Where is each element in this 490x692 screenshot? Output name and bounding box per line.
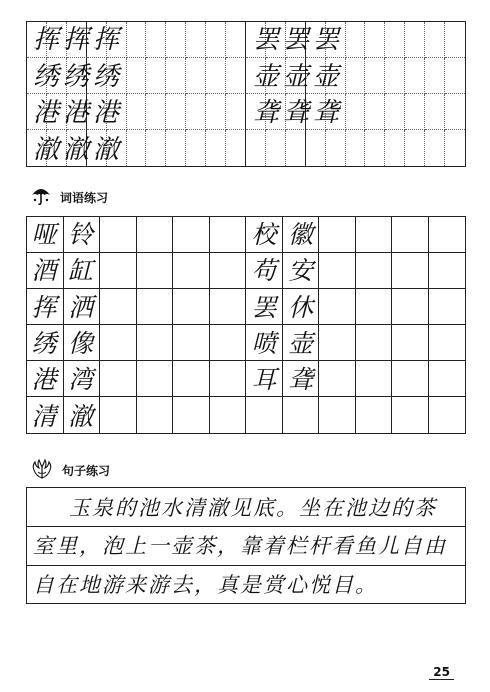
vocab-cell <box>173 361 210 397</box>
vocab-cell <box>210 325 247 361</box>
vocab-cell <box>137 397 174 433</box>
vocab-cell <box>173 217 210 253</box>
vocab-character: 安 <box>288 256 314 286</box>
vocab-cell <box>356 325 393 361</box>
practice-character: 澈 <box>92 134 119 165</box>
vocab-cell <box>319 361 356 397</box>
vocab-heading <box>30 186 108 209</box>
practice-cell <box>166 130 186 166</box>
vocab-character: 苟 <box>251 256 277 286</box>
vocab-character: 耳 <box>251 365 277 395</box>
practice-character: 绣 <box>92 61 119 92</box>
practice-character: 港 <box>62 98 89 128</box>
practice-character: 挥 <box>92 25 119 55</box>
practice-cell <box>365 58 385 94</box>
vocab-character: 港 <box>31 365 57 395</box>
practice-cell <box>127 94 147 130</box>
practice-cell <box>206 130 226 166</box>
practice-cell <box>226 22 246 58</box>
vocab-character: 铃 <box>68 220 94 249</box>
practice-character: 壶 <box>312 61 339 92</box>
vocab-cell <box>392 289 429 325</box>
practice-cell <box>146 130 166 166</box>
practice-cell <box>405 58 425 94</box>
vocab-cell <box>210 253 247 289</box>
vocab-cell <box>392 253 429 289</box>
umbrella-icon <box>30 186 52 209</box>
vocab-cell <box>210 397 247 433</box>
practice-character: 绣 <box>32 61 59 92</box>
practice-cell <box>226 94 246 130</box>
vocab-cell <box>173 253 210 289</box>
vocab-cell <box>100 289 137 325</box>
practice-cell <box>385 130 405 166</box>
practice-cell <box>405 130 425 166</box>
vocab-cell <box>137 217 174 253</box>
practice-cell <box>385 22 405 58</box>
vocab-character: 徽 <box>288 220 314 249</box>
practice-cell <box>226 58 246 94</box>
vocab-cell <box>137 289 174 325</box>
practice-cell <box>425 94 445 130</box>
vocab-cell <box>100 253 137 289</box>
practice-cell <box>405 22 425 58</box>
vocab-cell <box>429 253 466 289</box>
vocab-character: 挥 <box>31 292 57 322</box>
practice-character: 壶 <box>252 61 279 92</box>
practice-character: 罢 <box>252 25 279 55</box>
vocab-cell <box>392 217 429 253</box>
practice-cell <box>127 22 147 58</box>
vocab-cell <box>319 253 356 289</box>
vocab-character: 酒 <box>31 256 57 286</box>
practice-character: 挥 <box>62 25 89 55</box>
practice-cell <box>365 94 385 130</box>
vocab-character: 聋 <box>288 365 314 395</box>
vocab-cell <box>137 325 174 361</box>
vocab-character: 校 <box>251 220 277 249</box>
practice-cell <box>246 130 266 166</box>
vocab-character: 喷 <box>251 329 277 358</box>
practice-cell <box>127 58 147 94</box>
vocab-character: 洒 <box>68 292 94 322</box>
vocab-cell <box>356 397 393 433</box>
practice-cell <box>186 94 206 130</box>
vocab-character: 壶 <box>288 329 314 358</box>
practice-cell <box>146 94 166 130</box>
sentence-line-2: 室里，泡上一壶茶，靠着栏杆看鱼儿自由 <box>33 534 447 558</box>
practice-cell <box>425 58 445 94</box>
practice-character: 绣 <box>62 61 89 92</box>
sentence-heading-title: 句子练习 <box>62 464 111 478</box>
vocab-character: 哑 <box>31 220 57 249</box>
vocab-cell <box>100 325 137 361</box>
practice-cell <box>206 58 226 94</box>
vocab-cell <box>429 325 466 361</box>
practice-cell <box>146 22 166 58</box>
practice-cell <box>146 58 166 94</box>
practice-cell <box>365 22 385 58</box>
vocab-character: 清 <box>31 401 57 431</box>
practice-character: 聋 <box>282 98 309 128</box>
vocab-character: 澈 <box>68 401 94 431</box>
practice-character: 港 <box>32 98 59 128</box>
practice-cell <box>206 22 226 58</box>
practice-cell <box>346 22 366 58</box>
sentence-box <box>26 487 466 604</box>
ruled-line <box>27 526 465 527</box>
practice-cell <box>326 130 346 166</box>
practice-character: 聋 <box>312 98 339 128</box>
vocab-cell <box>429 217 466 253</box>
vocab-cell <box>137 253 174 289</box>
practice-character: 壶 <box>282 61 309 92</box>
vocab-cell <box>319 325 356 361</box>
practice-character: 聋 <box>252 98 279 128</box>
vocab-cell <box>100 361 137 397</box>
practice-cell <box>226 130 246 166</box>
vocab-cell <box>356 361 393 397</box>
practice-character: 港 <box>92 98 119 128</box>
ruled-line <box>27 565 465 566</box>
page-number: 25 <box>429 665 454 680</box>
practice-cell <box>445 94 465 130</box>
vocab-cell <box>283 397 320 433</box>
vocab-character: 像 <box>68 329 94 358</box>
practice-character: 澈 <box>32 134 59 165</box>
practice-cell <box>127 130 147 166</box>
practice-cell <box>445 22 465 58</box>
practice-cell <box>206 94 226 130</box>
practice-cell <box>346 130 366 166</box>
vocab-cell <box>246 397 283 433</box>
vocab-heading-title: 词语练习 <box>60 191 109 205</box>
practice-cell <box>425 130 445 166</box>
practice-cell <box>346 58 366 94</box>
wings-icon <box>30 458 54 483</box>
sentence-line-3: 自在地游来游去，真是赏心悦目。 <box>33 573 378 597</box>
vocab-cell <box>173 397 210 433</box>
vocab-character: 休 <box>288 292 314 322</box>
vocab-cell <box>429 397 466 433</box>
practice-character: 罢 <box>312 25 339 55</box>
vocab-cell <box>100 217 137 253</box>
practice-cell <box>166 58 186 94</box>
practice-cell <box>186 22 206 58</box>
vocab-cell <box>173 325 210 361</box>
sentence-heading <box>30 458 110 483</box>
practice-cell <box>166 22 186 58</box>
vocab-cell <box>319 289 356 325</box>
vocab-cell <box>392 361 429 397</box>
practice-cell <box>425 22 445 58</box>
vocab-character: 湾 <box>68 365 94 395</box>
vocab-character: 缸 <box>68 256 94 286</box>
practice-cell <box>186 58 206 94</box>
vocab-cell <box>210 361 247 397</box>
practice-cell <box>365 130 385 166</box>
vocab-character: 绣 <box>31 329 57 358</box>
vocab-cell <box>100 397 137 433</box>
practice-cell <box>306 130 326 166</box>
vocab-character: 罢 <box>251 292 277 322</box>
vocab-cell <box>356 217 393 253</box>
vocab-cell <box>429 361 466 397</box>
practice-cell <box>405 94 425 130</box>
sentence-line-1: 玉泉的池水清澈见底。坐在池边的茶 <box>69 496 437 520</box>
vocab-cell <box>356 289 393 325</box>
practice-character: 澈 <box>62 134 89 165</box>
practice-cell <box>266 130 286 166</box>
vocab-cell <box>137 361 174 397</box>
vocab-cell <box>319 397 356 433</box>
practice-cell <box>166 94 186 130</box>
practice-cell <box>385 58 405 94</box>
vocab-cell <box>210 289 247 325</box>
vocab-cell <box>356 253 393 289</box>
practice-cell <box>346 94 366 130</box>
practice-character: 罢 <box>282 25 309 55</box>
vocab-cell <box>429 289 466 325</box>
practice-cell <box>186 130 206 166</box>
vocab-cell <box>392 397 429 433</box>
vocab-cell <box>392 325 429 361</box>
vocab-cell <box>319 217 356 253</box>
practice-cell <box>286 130 306 166</box>
practice-character: 挥 <box>32 25 59 55</box>
practice-cell <box>385 94 405 130</box>
practice-cell <box>445 130 465 166</box>
vocab-cell <box>210 217 247 253</box>
vocab-cell <box>173 289 210 325</box>
practice-cell <box>445 58 465 94</box>
